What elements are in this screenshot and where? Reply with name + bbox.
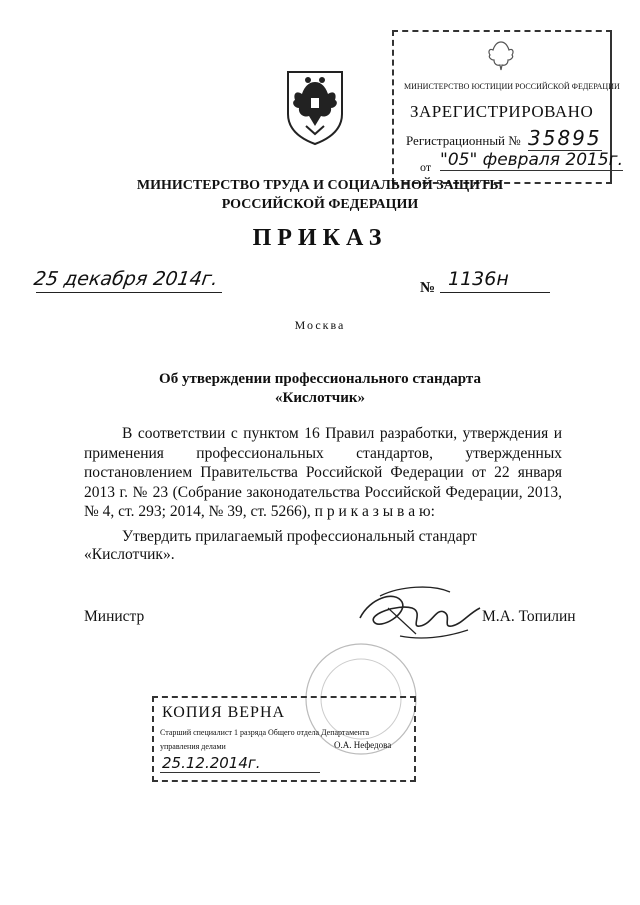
signatory-position: Министр: [84, 608, 145, 625]
order-subject: [120, 370, 520, 408]
document-type-title: ПРИКАЗ: [252, 225, 388, 251]
stamp-registration-number: 35895: [528, 126, 602, 150]
order-number-underline: [440, 292, 550, 293]
stamp-emblem-icon: [486, 38, 516, 76]
body-paragraph: В соответствии с пунктом 16 Правил разработки, утверждения и применения профессиональных стандартов, утвержденных постановлением Правительства Российской Федерации от 22 января 2013 г. № 23 (Собрание законодательства Российской Федерации, 2013, № 4, ст. 293; 2014, № 39, ст. 5266), п р и к а з ы в а ю:: [84, 425, 562, 520]
ministry-title: [120, 176, 520, 214]
coat-of-arms-emblem: [282, 68, 348, 146]
ministry-title-line1: МИНИСТЕРСТВО ТРУДА И СОЦИАЛЬНОЙ ЗАЩИТЫ: [136, 178, 504, 193]
order-number: 1136н: [448, 268, 509, 290]
copy-stamp-position: Старший специалист 1 разряда Общего отдела Департамента: [160, 728, 370, 737]
order-body: [84, 424, 562, 522]
subject-line2: «Кислотчик»: [274, 390, 365, 406]
copy-stamp-department: управления делами: [160, 742, 226, 751]
order-number-sign: №: [420, 280, 436, 296]
stamp-date-label: от: [420, 160, 432, 174]
stamp-number-label: Регистрационный №: [406, 133, 521, 148]
order-date: 25 декабря 2014г.: [32, 268, 220, 290]
ministry-title-line2: РОССИЙСКОЙ ФЕДЕРАЦИИ: [221, 197, 419, 212]
copy-stamp-signer-name: О.А. Нефедова: [334, 740, 392, 750]
signatory-name: М.А. Топилин: [482, 608, 576, 625]
copy-certified-stamp: [152, 696, 416, 782]
registration-stamp: [392, 30, 623, 184]
order-directive: Утвердить прилагаемый профессиональный стандарт «Кислотчик».: [84, 528, 477, 563]
copy-stamp-title: КОПИЯ ВЕРНА: [162, 704, 286, 721]
copy-stamp-date: 25.12.2014г.: [162, 754, 261, 772]
city-name: Москва: [294, 318, 346, 332]
subject-line1: Об утверждении профессионального стандарта: [159, 371, 481, 387]
stamp-registered-label: ЗАРЕГИСТРИРОВАНО: [410, 102, 594, 121]
stamp-ministry-name: МИНИСТЕРСТВО ЮСТИЦИИ РОССИЙСКОЙ ФЕДЕРАЦИИ: [404, 82, 620, 91]
order-date-underline: [36, 292, 222, 293]
stamp-registration-date: "05" февраля 2015г.: [440, 150, 623, 170]
copy-stamp-date-underline: [160, 772, 320, 773]
